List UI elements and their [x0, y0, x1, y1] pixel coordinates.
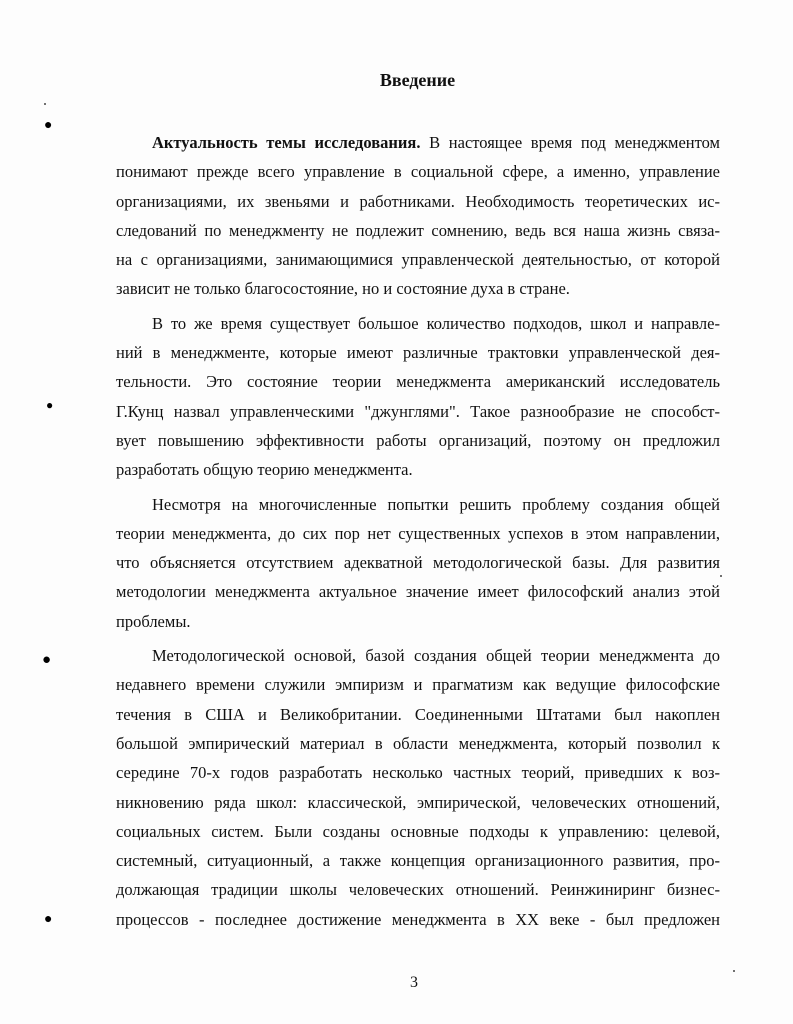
section-lead: Актуальность темы исследования.	[152, 133, 421, 152]
paragraph-empiricism	[116, 641, 720, 934]
binding-hole-mark: ●	[42, 652, 52, 668]
text-line: течения в США и Великобритании. Соединенными Штатами был накоплен	[116, 704, 720, 724]
text-line: никновению ряда школ: классической, эмпирической, человеческих отношений,	[116, 792, 720, 812]
text-line: недавнего времени служили эмпиризм и прагматизм как ведущие философские	[116, 675, 720, 695]
scan-speck	[733, 970, 735, 972]
text-line-fragment: В настоящее время под менеджментом	[420, 133, 720, 152]
text-line: Несмотря на многочисленные попытки решить проблему создания общей	[152, 494, 720, 514]
text-line: социальных систем. Были созданы основные подходы к управлению: целевой,	[116, 821, 720, 841]
text-line: следований по менеджменту не подлежит сомнению, ведь вся наша жизнь связа-	[116, 220, 720, 240]
page-title: Введение	[379, 70, 456, 90]
scan-speck	[44, 103, 46, 105]
text-line: середине 70-х годов разработать несколько частных теорий, приведших к воз-	[116, 763, 720, 783]
text-line: разработать общую теорию менеджмента.	[116, 460, 413, 480]
text-line: должающая традиции школы человеческих отношений. Реинжиниринг бизнес-	[116, 880, 720, 900]
page-number: 3	[410, 974, 418, 991]
text-line: процессов - последнее достижение менеджмента в XX веке - был предложен	[116, 909, 720, 929]
binding-hole-mark: ●	[46, 398, 54, 412]
text-line: большой эмпирический материал в области менеджмента, который позволил к	[116, 733, 720, 753]
text-line: проблемы.	[116, 611, 191, 631]
paragraph-approaches	[116, 309, 720, 485]
text-line: системный, ситуационный, а также концепция организационного развития, про-	[116, 851, 720, 871]
text-line: зависит не только благосостояние, но и состояние духа в стране.	[116, 279, 570, 299]
text-line	[116, 128, 720, 157]
text-line: теории менеджмента, до сих пор нет существенных успехов в этом направлении,	[116, 523, 720, 543]
text-line: тельности. Это состояние теории менеджмента американский исследователь	[116, 372, 720, 392]
binding-hole-mark: ●	[44, 912, 53, 927]
scan-speck	[720, 575, 722, 577]
paragraph-relevance	[116, 128, 720, 304]
text-line: что объясняется отсутствием адекватной методологической базы. Для развития	[116, 553, 720, 573]
text-line: понимают прежде всего управление в социальной сфере, а именно, управление	[116, 162, 720, 182]
text-line: Методологической основой, базой создания общей теории менеджмента до	[152, 646, 720, 666]
text-line: на с организациями, занимающимися управленческой деятельностью, от которой	[116, 250, 720, 270]
binding-hole-mark: ●	[44, 118, 53, 133]
text-line: ний в менеджменте, которые имеют различные трактовки управленческой дея-	[116, 343, 720, 363]
text-line: Г.Кунц назвал управленческими "джунглями". Такое разнообразие не способст-	[116, 401, 720, 421]
text-line: методологии менеджмента актуальное значение имеет философский анализ этой	[116, 582, 720, 602]
text-line: организациями, их звеньями и работниками. Необходимость теоретических ис-	[116, 191, 720, 211]
text-line: вует повышению эффективности работы организаций, поэтому он предложил	[116, 430, 720, 450]
text-line: В то же время существует большое количество подходов, школ и направле-	[152, 313, 720, 333]
body-text	[116, 128, 720, 939]
paragraph-methodology	[116, 490, 720, 636]
